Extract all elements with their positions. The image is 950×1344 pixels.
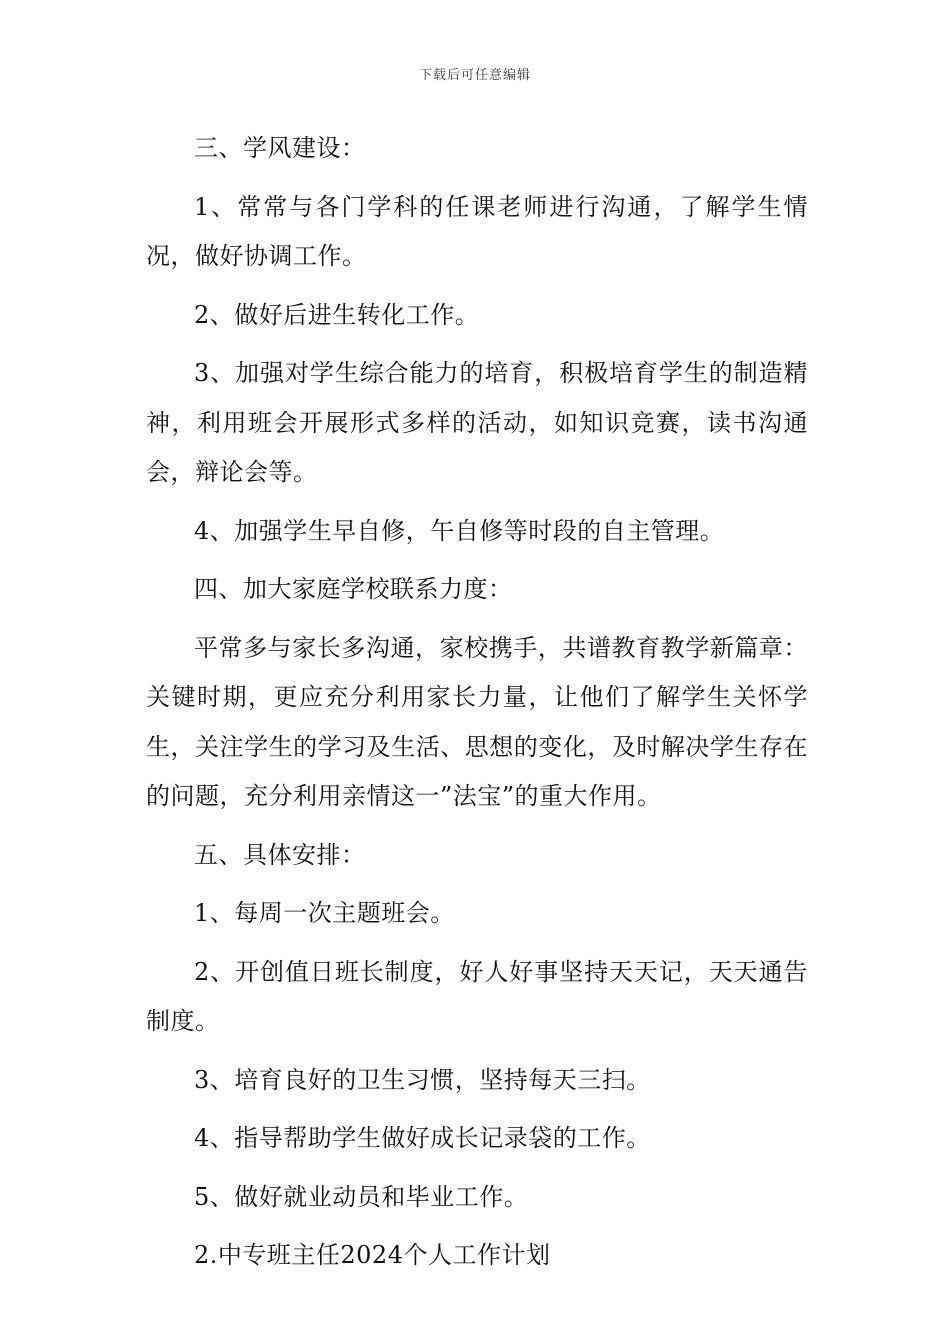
section-heading-study-style: 三、学风建设： xyxy=(194,134,366,162)
paragraph: 3、加强对学生综合能力的培育，积极培育学生的制造精神，利用班会开展形式多样的活动，如知识竞赛，读书沟通会，辩论会等。 xyxy=(146,359,808,486)
section-heading-arrangement: 五、具体安排： xyxy=(194,840,366,869)
paragraph: 5、做好就业动员和毕业工作。 xyxy=(194,1182,529,1211)
paragraph: 1、每周一次主题班会。 xyxy=(194,899,455,927)
next-document-title: 2.中专班主任2024个人工作计划 xyxy=(194,1241,551,1269)
document-body xyxy=(146,124,808,1290)
paragraph: 3、培育良好的卫生习惯，坚持每天三扫。 xyxy=(194,1065,651,1094)
paragraph: 2、开创值日班长制度，好人好事坚持天天记，天天通告制度。 xyxy=(146,957,808,1035)
paragraph: 4、指导帮助学生做好成长记录袋的工作。 xyxy=(194,1124,651,1152)
paragraph: 2、做好后进生转化工作。 xyxy=(194,300,480,329)
paragraph: 1、常常与各门学科的任课老师进行沟通，了解学生情况，做好协调工作。 xyxy=(146,192,808,270)
section-heading-family-school: 四、加大家庭学校联系力度： xyxy=(194,575,513,603)
paragraph: 4、加强学生早自修，午自修等时段的自主管理。 xyxy=(194,516,725,545)
page-header-note: 下载后可任意编辑 xyxy=(418,68,531,83)
paragraph: 平常多与家长多沟通，家校携手，共谱教育教学新篇章：关键时期，更应充分利用家长力量，让他们了解学生关怀学生，关注学生的学习及生活、思想的变化，及时解决学生存在的问题，充分利用亲情这一”法宝”的重大作用。 xyxy=(146,633,808,810)
